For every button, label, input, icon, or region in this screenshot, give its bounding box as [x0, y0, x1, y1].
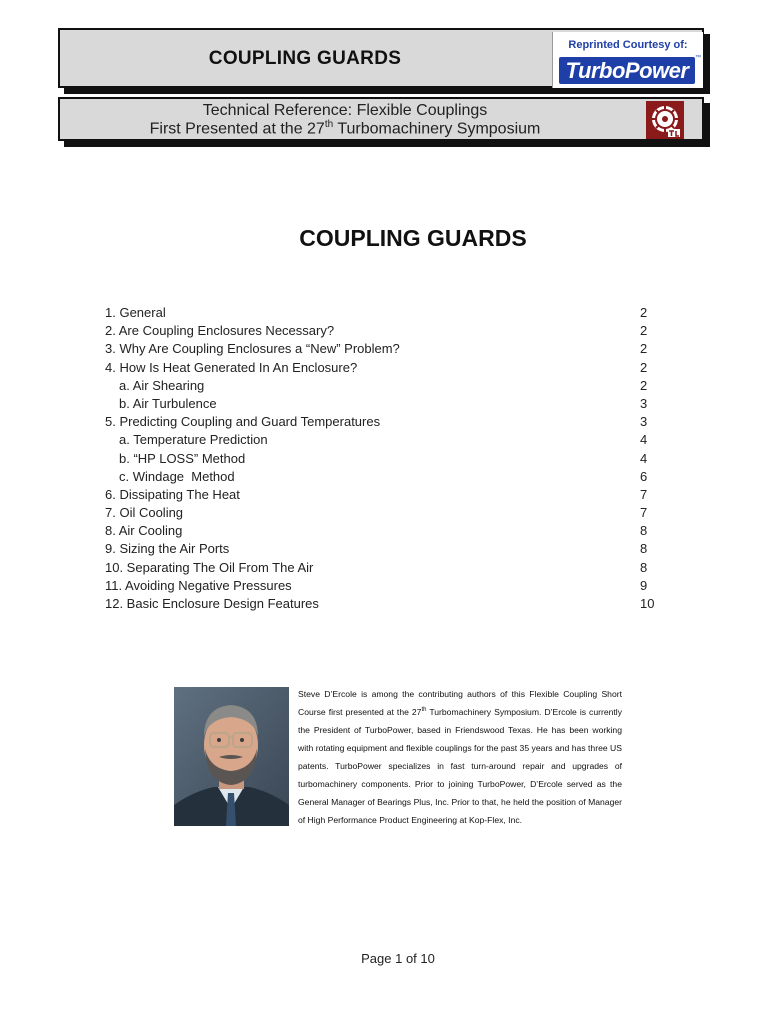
toc-entry-page: 8	[640, 523, 648, 539]
turbomachinery-emblem-icon	[646, 101, 684, 139]
toc-entry-page: 7	[640, 486, 648, 502]
toc-entry-page: 4	[640, 450, 648, 466]
turbopower-logo	[552, 32, 703, 88]
toc-entry-label: 4. How Is Heat Generated In An Enclosure?	[105, 359, 358, 375]
toc-entry-label: 1. General	[105, 305, 166, 320]
toc-entry	[105, 395, 665, 413]
toc-entry-label: 9. Sizing the Air Ports	[105, 541, 230, 557]
toc-entry	[105, 540, 665, 558]
toc-entry-page: 4	[640, 432, 648, 448]
toc-entry-label: 11. Avoiding Negative Pressures	[105, 577, 292, 593]
toc-entry-page: 9	[640, 577, 648, 593]
toc-entry	[105, 577, 665, 595]
toc-entry-page: 8	[640, 559, 648, 575]
toc-entry-page: 2	[640, 323, 648, 339]
subtitle-line-2-prefix: First Presented at the 27	[149, 120, 325, 138]
toc-entry-page: 10	[640, 596, 655, 611]
toc-entry	[105, 486, 665, 504]
toc-entry-label: b. “HP LOSS” Method	[119, 450, 246, 466]
subtitle-line-1: Technical Reference: Flexible Couplings	[202, 102, 488, 119]
toc-entry	[105, 377, 665, 395]
subtitle-banner-box	[58, 97, 704, 141]
author-bio	[298, 685, 622, 829]
toc-entry	[105, 595, 665, 613]
toc-entry-label: a. Temperature Prediction	[119, 432, 268, 448]
toc-entry	[105, 304, 665, 322]
toc-entry	[105, 468, 665, 486]
reprint-label: Reprinted Courtesy of:	[568, 39, 688, 51]
subtitle-superscript: th	[324, 119, 334, 130]
page-title: COUPLING GUARDS	[299, 225, 527, 251]
author-photo	[174, 687, 289, 826]
toc-entry-label: 12. Basic Enclosure Design Features	[105, 596, 319, 611]
toc-entry	[105, 359, 665, 377]
toc-entry-page: 2	[640, 359, 648, 375]
toc-entry-page: 6	[640, 468, 648, 484]
toc-entry-page: 2	[640, 377, 648, 393]
toc-entry-label: a. Air Shearing	[119, 377, 205, 393]
toc-entry-page: 2	[640, 341, 648, 357]
subtitle-banner	[58, 97, 704, 143]
toc-entry-label: 10. Separating The Oil From The Air	[105, 559, 314, 575]
toc-entry	[105, 450, 665, 468]
toc-entry-label: 5. Predicting Coupling and Guard Temperatures	[105, 414, 381, 430]
toc-entry	[105, 322, 665, 340]
toc-entry	[105, 522, 665, 540]
header-banner-box	[58, 28, 704, 88]
toc-entry	[105, 413, 665, 431]
toc-entry	[105, 559, 665, 577]
page-number: Page 1 of 10	[361, 951, 435, 966]
bio-text-part-1: Steve D’Ercole is among the contributing authors of this Flexible Coupling Short Course first presented at the 27	[298, 689, 622, 717]
toc-entry-page: 8	[640, 541, 648, 557]
toc-entry-label: 6. Dissipating The Heat	[105, 486, 240, 502]
bio-superscript: th	[421, 707, 427, 714]
header-title: COUPLING GUARDS	[208, 48, 402, 69]
toc-entry	[105, 504, 665, 522]
brand-name: TurboPower	[559, 57, 695, 84]
trademark-mark: ™	[695, 55, 701, 61]
header-banner	[58, 28, 704, 88]
table-of-contents	[105, 304, 665, 613]
bio-text-part-2: Turbomachinery Symposium. D’Ercole is currently the President of TurboPower, based in Friendswood Texas. He has been working with rotating equipment and flexible couplings for the past 35 years and has three US patents. TurboPower specializes in fast turn-around repair and upgrades of turbomachinery components. Prior to joining TurboPower, D’Ercole served as the General Manager of Bearings Plus, Inc. Prior to that, he held the position of Manager of High Performance Product Engineering at Kop-Flex, Inc.	[298, 707, 622, 825]
toc-entry-label: 8. Air Cooling	[105, 523, 183, 539]
toc-entry-page: 3	[640, 395, 648, 411]
toc-entry-page: 3	[640, 414, 648, 430]
toc-entry-label: 7. Oil Cooling	[105, 505, 184, 521]
toc-entry-label: c. Windage Method	[119, 468, 235, 484]
toc-entry-label: 3. Why Are Coupling Enclosures a “New” Problem?	[105, 341, 400, 357]
toc-entry-page: 2	[640, 305, 648, 320]
toc-entry	[105, 340, 665, 358]
subtitle-line-2-suffix: Turbomachinery Symposium	[333, 120, 541, 138]
toc-entry	[105, 431, 665, 449]
toc-entry-label: b. Air Turbulence	[119, 395, 217, 411]
subtitle-line-2	[60, 119, 630, 138]
toc-entry-page: 7	[640, 505, 648, 521]
toc-entry-label: 2. Are Coupling Enclosures Necessary?	[105, 323, 335, 339]
